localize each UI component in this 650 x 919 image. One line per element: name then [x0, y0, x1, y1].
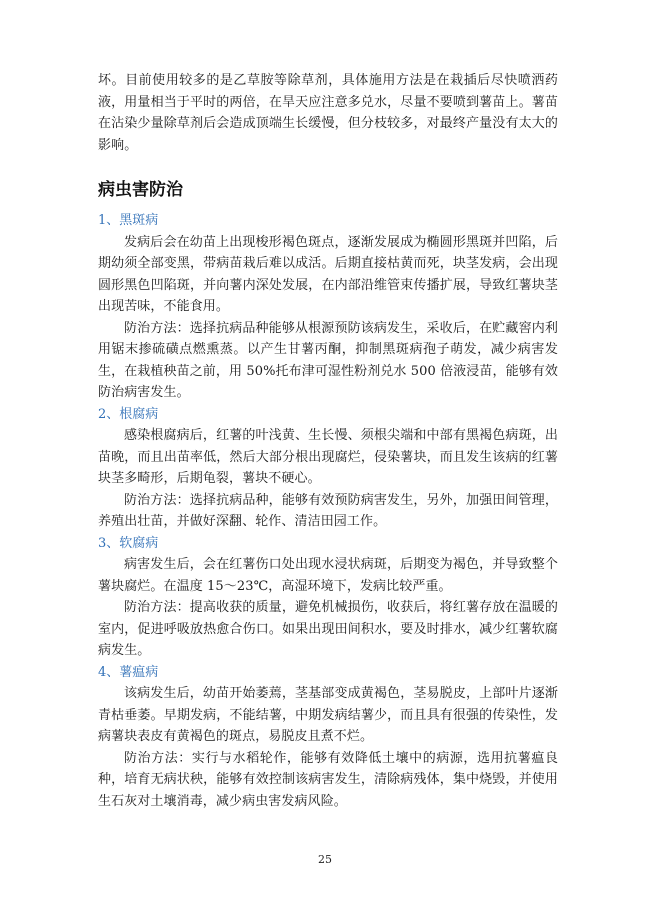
disease-section-black-spot: [98, 210, 558, 404]
page-content: [98, 70, 558, 812]
symptom-paragraph: 感染根腐病后，红薯的叶浅黄、生长慢、须根尖端和中部有黑褐色病斑，出苗晚，而且出苗率低，然后大部分根出现腐烂，侵染薯块，而且发生该病的红薯块茎多畸形，后期龟裂，薯块不硬心。: [98, 428, 558, 486]
symptom-paragraph: 发病后会在幼苗上出现梭形褐色斑点，逐渐发展成为椭圆形黑斑并凹陷，后期幼须全部变黑，带病苗栽后难以成活。后期直接枯黄而死，块茎发病，会出现圆形黑色凹陷斑，并向薯内深处发展，在内部沿维管束传播扩展，导致红薯块茎出现苦味，不能食用。: [98, 234, 558, 314]
section-title: 病虫害防治: [98, 180, 183, 200]
disease-section-bacterial-wilt: [98, 662, 558, 813]
disease-section-soft-rot: [98, 533, 558, 662]
disease-section-root-rot: [98, 404, 558, 533]
treatment-paragraph: 防治方法：选择抗病品种，能够有效预防病害发生，另外，加强田间管理，养殖出壮苗，并做好深翻、轮作、清洁田园工作。: [98, 492, 558, 529]
intro-paragraph: 坏。目前使用较多的是乙草胺等除草剂，具体施用方法是在栽插后尽快喷洒药液，用量相当于平时的两倍，在旱天应注意多兑水，尽量不要喷到薯苗上。薯苗在沾染少量除草剂后会造成顶端生长缓慢，但分枝较多，对最终产量没有太大的影响。: [98, 73, 558, 153]
symptom-paragraph: 该病发生后，幼苗开始萎蔫，茎基部变成黄褐色，茎易脱皮，上部叶片逐渐青枯垂萎。早期发病，不能结薯，中期发病结薯少，而且具有很强的传染性，发病薯块表皮有黄褐色的斑点，易脱皮且煮不烂。: [98, 686, 558, 744]
disease-heading: 4、薯瘟病: [98, 664, 159, 680]
treatment-paragraph: 防治方法：实行与水稻轮作，能够有效降低土壤中的病源，选用抗薯瘟良种，培育无病状秧，能够有效控制该病害发生，清除病残体，集中烧毁，并使用生石灰对土壤消毒，减少病虫害发病风险。: [98, 750, 558, 809]
treatment-paragraph: 防治方法：提高收获的质量，避免机械损伤，收获后，将红薯存放在温暖的室内，促进呼吸放热愈合伤口。如果出现田间积水，要及时排水，减少红薯软腐病发生。: [98, 600, 558, 658]
page-number: 25: [318, 853, 332, 866]
disease-heading: 3、软腐病: [98, 535, 159, 551]
disease-heading: 1、黑斑病: [98, 213, 159, 228]
symptom-paragraph: 病害发生后，会在红薯伤口处出现水浸状病斑，后期变为褐色，并导致整个薯块腐烂。在温度 15～23℃，高湿环境下，发病比较严重。: [98, 557, 558, 594]
disease-heading: 2、根腐病: [98, 406, 159, 422]
treatment-paragraph: 防治方法：选择抗病品种能够从根源预防该病发生，采收后，在贮藏窖内利用锯末掺硫磺点燃熏蒸。以产生甘薯丙酮，抑制黑斑病孢子萌发，减少病害发生，在栽植秧苗之前，用 50%托布津可湿性粉剂兑水 500 倍液浸苗，能够有效防治病害发生。: [98, 320, 559, 400]
